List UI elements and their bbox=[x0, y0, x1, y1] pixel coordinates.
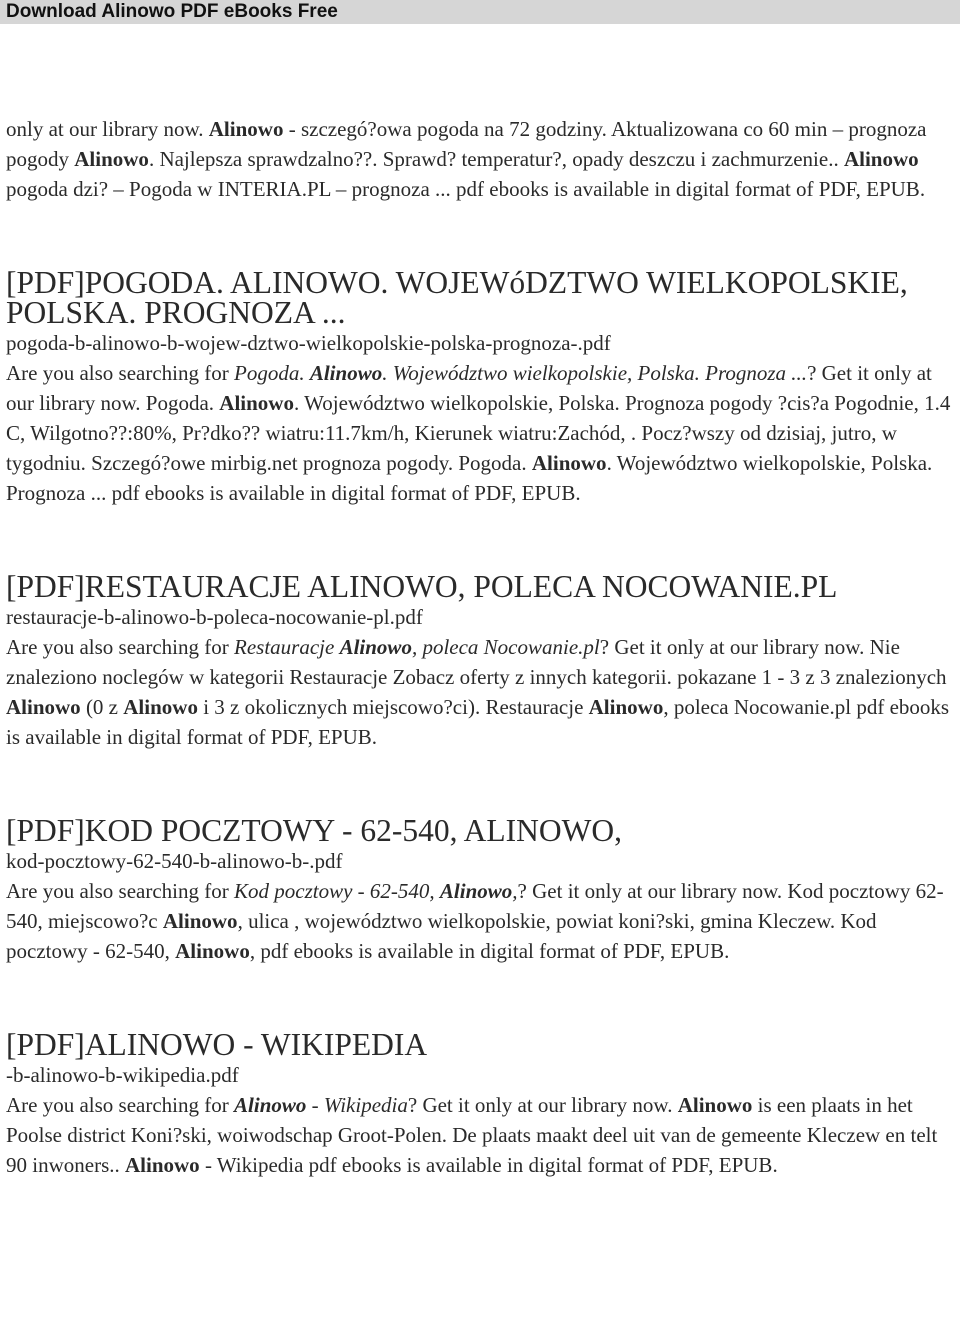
text-run: ? Get it only at our library now. Pogoda. bbox=[6, 361, 932, 415]
section-body bbox=[6, 1090, 951, 1180]
section-filename: kod-pocztowy-62-540-b-alinowo-b-.pdf bbox=[6, 849, 343, 873]
text-run: - Wikipedia bbox=[306, 1093, 408, 1117]
text-run: Restauracje bbox=[234, 635, 340, 659]
section-body bbox=[6, 358, 951, 508]
result-section bbox=[6, 813, 951, 966]
text-run: Alinowo bbox=[531, 451, 607, 475]
text-run: only at our library now. bbox=[6, 117, 209, 141]
text-run: , poleca Nocowanie.pl pdf ebooks is available in digital format of PDF, EPUB. bbox=[6, 695, 950, 749]
text-run: ? Get it only at our library now. bbox=[407, 1093, 678, 1117]
text-run: Alinowo bbox=[588, 695, 664, 719]
text-run: ? Get it only at our library now. Kod pocztowy 62-540, miejscowo?c bbox=[6, 879, 944, 933]
text-run: Are you also searching for bbox=[6, 635, 235, 659]
section-filename: -b-alinowo-b-wikipedia.pdf bbox=[6, 1063, 239, 1087]
result-section bbox=[6, 569, 951, 752]
page-title: Download Alinowo PDF eBooks Free bbox=[6, 1, 338, 22]
text-run: Are you also searching for bbox=[6, 361, 235, 385]
text-run: . Najlepsza sprawdzalno??. Sprawd? temperatur?, opady deszczu i zachmurzenie.. bbox=[148, 147, 844, 171]
text-run: Alinowo bbox=[162, 909, 238, 933]
section-body bbox=[6, 632, 951, 752]
document-body bbox=[6, 114, 951, 1180]
text-run: Are you also searching for bbox=[6, 1093, 235, 1117]
section-title[interactable]: [PDF]RESTAURACJE ALINOWO, POLECA NOCOWANIE.PL bbox=[6, 569, 838, 604]
text-run: . Województwo wielkopolskie, Polska. Prognoza ... pdf ebooks is available in digital format of PDF, EPUB. bbox=[6, 451, 933, 505]
text-run: Kod pocztowy - 62-540, bbox=[234, 879, 440, 903]
result-section bbox=[6, 1027, 951, 1180]
text-run: - szczegó?owa pogoda na 72 godziny. Aktualizowana co 60 min – prognoza pogody bbox=[6, 117, 927, 171]
section-filename: restauracje-b-alinowo-b-poleca-nocowanie-pl.pdf bbox=[6, 605, 423, 629]
text-run: i 3 z okolicznych miejscowo?ci). Restauracje bbox=[197, 695, 589, 719]
text-run: , bbox=[512, 879, 518, 903]
text-run: Alinowo bbox=[74, 147, 149, 171]
text-run: Alinowo bbox=[843, 147, 919, 171]
text-run: . Województwo wielkopolskie, Polska. Prognoza ... bbox=[382, 361, 808, 385]
text-run: Are you also searching for bbox=[6, 879, 235, 903]
text-run: . Województwo wielkopolskie, Polska. Prognoza pogody ?cis?a Pogodnie, 1.4 C, Wilgotno??:80%, Pr?dko?? wiatru:11.7km/h, Kierunek wiatru:Zachód, . Pocz?wszy od dzisiaj, jutro, w tygodniu. Szczegó?owe mirbig.net prognoza pogody. Pogoda. bbox=[6, 391, 951, 475]
text-run: Alinowo bbox=[175, 939, 250, 963]
section-body bbox=[6, 876, 951, 966]
text-run: , poleca Nocowanie.pl bbox=[411, 635, 600, 659]
text-run: is een plaats in het Poolse district Koni?ski, woiwodschap Groot-Polen. De plaats maakt deel uit van de gemeente Kleczew en telt 90 inwoners.. bbox=[6, 1093, 938, 1177]
intro-paragraph bbox=[6, 114, 951, 204]
section-title[interactable]: [PDF]ALINOWO - WIKIPEDIA bbox=[6, 1027, 428, 1062]
text-run: Alinowo bbox=[219, 391, 294, 415]
text-run: - Wikipedia pdf ebooks is available in digital format of PDF, EPUB. bbox=[199, 1153, 778, 1177]
text-run: Alinowo bbox=[439, 879, 513, 903]
text-run: Alinowo bbox=[123, 695, 198, 719]
header-bar bbox=[0, 0, 960, 24]
section-filename: pogoda-b-alinowo-b-wojew-dztwo-wielkopolskie-polska-prognoza-.pdf bbox=[6, 331, 611, 355]
text-run: Alinowo bbox=[677, 1093, 753, 1117]
section-title[interactable]: [PDF]KOD POCZTOWY - 62-540, ALINOWO, bbox=[6, 813, 622, 848]
text-run: (0 z bbox=[80, 695, 124, 719]
result-section bbox=[6, 265, 951, 508]
text-run: ? Get it only at our library now. Nie znaleziono noclegów w kategorii Restauracje Zobacz oferty z innych kategorii. pokazane 1 - 3 z 3 znalezionych bbox=[6, 635, 947, 689]
text-run: , ulica , województwo wielkopolskie, powiat koni?ski, gmina Kleczew. Kod pocztowy - 62-540, bbox=[6, 909, 877, 963]
text-run: Alinowo bbox=[208, 117, 284, 141]
section-title[interactable]: [PDF]POGODA. ALINOWO. WOJEWóDZTWO WIELKOPOLSKIE, POLSKA. PROGNOZA ... bbox=[6, 265, 908, 330]
text-run: Alinowo bbox=[6, 695, 81, 719]
text-run: Pogoda. bbox=[234, 361, 310, 385]
text-run: Alinowo bbox=[234, 1093, 307, 1117]
text-run: Alinowo bbox=[125, 1153, 200, 1177]
text-run: Alinowo bbox=[339, 635, 412, 659]
text-run: Alinowo bbox=[309, 361, 383, 385]
text-run: pogoda dzi? – Pogoda w INTERIA.PL – prognoza ... pdf ebooks is available in digital format of PDF, EPUB. bbox=[6, 177, 926, 201]
text-run: , pdf ebooks is available in digital format of PDF, EPUB. bbox=[249, 939, 730, 963]
